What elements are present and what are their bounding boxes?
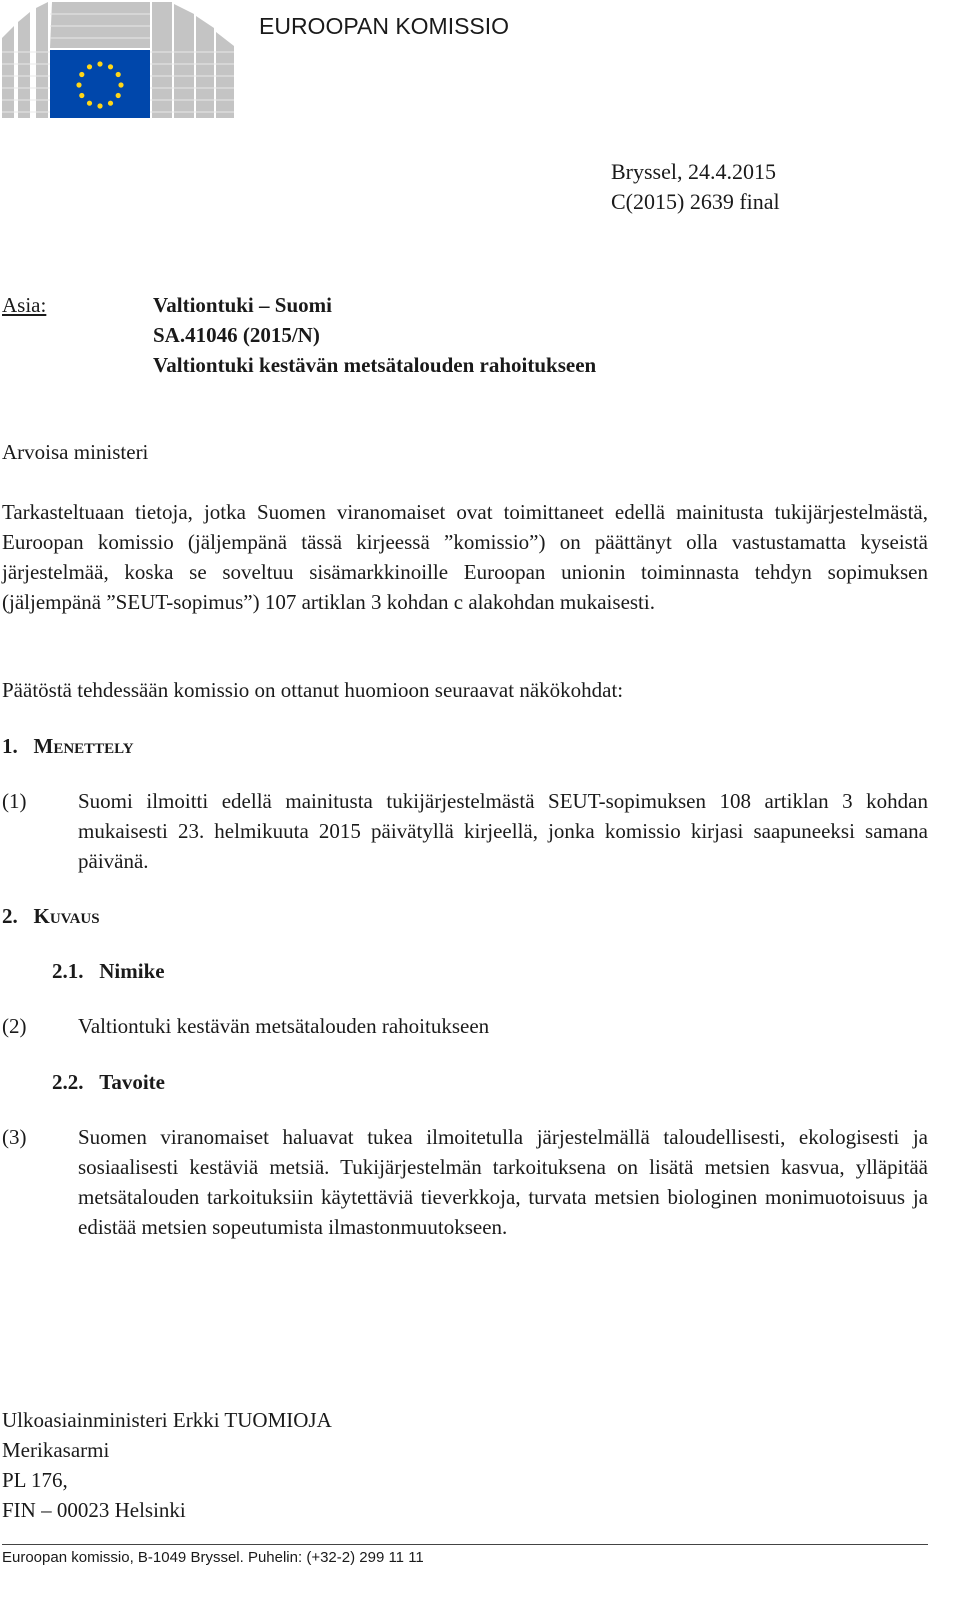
numbered-item-1 bbox=[2, 786, 928, 876]
subject-block bbox=[153, 290, 596, 380]
subject-line-1: Valtiontuki – Suomi bbox=[153, 293, 332, 317]
subsection-title: Nimike bbox=[99, 959, 165, 983]
subsection-title: Tavoite bbox=[99, 1070, 165, 1094]
subsection-number: 2.2. bbox=[52, 1070, 84, 1094]
item-text: Valtiontuki kestävän metsätalouden rahoitukseen bbox=[78, 1014, 490, 1038]
numbered-item-2 bbox=[2, 1011, 928, 1041]
subsection-2-2-heading bbox=[52, 1067, 165, 1097]
section-title: Menettely bbox=[33, 734, 134, 758]
footer-contact: Euroopan komissio, B-1049 Bryssel. Puhelin: (+32-2) 299 11 11 bbox=[2, 1549, 424, 1566]
item-number: (1) bbox=[2, 789, 27, 813]
item-text: Suomen viranomaiset haluavat tukea ilmoitetulla järjestelmällä taloudellisesti, ekologisesti ja sosiaalisesti kestäviä metsiä. Tukijärjestelmän tarkoituksena on lisätä metsien kasvua, ylläpitää metsätalouden tarkoituksiin käytettäviä tieverkkoja, turvata metsien biologinen monimuotoisuus ja edistää metsien sopeutumista ilmastonmuutokseen. bbox=[78, 1125, 928, 1239]
document-reference: C(2015) 2639 final bbox=[611, 189, 780, 214]
recipient-city: FIN – 00023 Helsinki bbox=[2, 1498, 186, 1522]
section-number: 2. bbox=[2, 904, 18, 928]
organization-name: EUROOPAN KOMISSIO bbox=[259, 13, 510, 39]
commission-emblem-icon bbox=[2, 2, 234, 120]
item-number: (3) bbox=[2, 1125, 27, 1149]
footer-divider bbox=[2, 1544, 928, 1545]
salutation: Arvoisa ministeri bbox=[2, 440, 149, 464]
section-1-heading bbox=[2, 731, 134, 761]
recipient-po-box: PL 176, bbox=[2, 1468, 68, 1492]
subject-label: Asia: bbox=[2, 293, 47, 317]
decision-line: Päätöstä tehdessään komissio on ottanut huomioon seuraavat näkökohdat: bbox=[2, 678, 624, 702]
recipient-name: Ulkoasiainministeri Erkki TUOMIOJA bbox=[2, 1408, 332, 1432]
intro-paragraph: Tarkasteltuaan tietoja, jotka Suomen viranomaiset ovat toimittaneet edellä mainitusta tukijärjestelmästä, Euroopan komissio (jäljempänä tässä kirjeessä ”komissio”) on päättänyt olla vastustamatta kyseistä järjestelmää, koska se soveltuu sisämarkkinoille Euroopan unionin toiminnasta tehdyn sopimuksen (jäljempänä ”SEUT-sopimus”) 107 artiklan 3 kohdan c alakohdan mukaisesti. bbox=[2, 500, 928, 614]
item-number: (2) bbox=[2, 1014, 27, 1038]
recipient-address bbox=[2, 1405, 332, 1525]
subsection-number: 2.1. bbox=[52, 959, 84, 983]
recipient-street: Merikasarmi bbox=[2, 1438, 110, 1462]
item-text: Suomi ilmoitti edellä mainitusta tukijärjestelmästä SEUT-sopimuksen 108 artiklan 3 kohdan mukaisesti 23. helmikuuta 2015 päivätyllä kirjeellä, jonka komissio kirjasi saapuneeksi samana päivänä. bbox=[78, 789, 928, 873]
place-date: Bryssel, 24.4.2015 bbox=[611, 159, 776, 184]
section-number: 1. bbox=[2, 734, 18, 758]
numbered-item-3 bbox=[2, 1122, 928, 1242]
eu-commission-logo bbox=[2, 2, 234, 120]
section-2-heading bbox=[2, 901, 100, 931]
subsection-2-1-heading bbox=[52, 956, 165, 986]
subject-line-3: Valtiontuki kestävän metsätalouden rahoitukseen bbox=[153, 353, 597, 377]
date-reference-block bbox=[611, 157, 780, 217]
subject-line-2: SA.41046 (2015/N) bbox=[153, 323, 320, 347]
section-title: Kuvaus bbox=[33, 904, 100, 928]
